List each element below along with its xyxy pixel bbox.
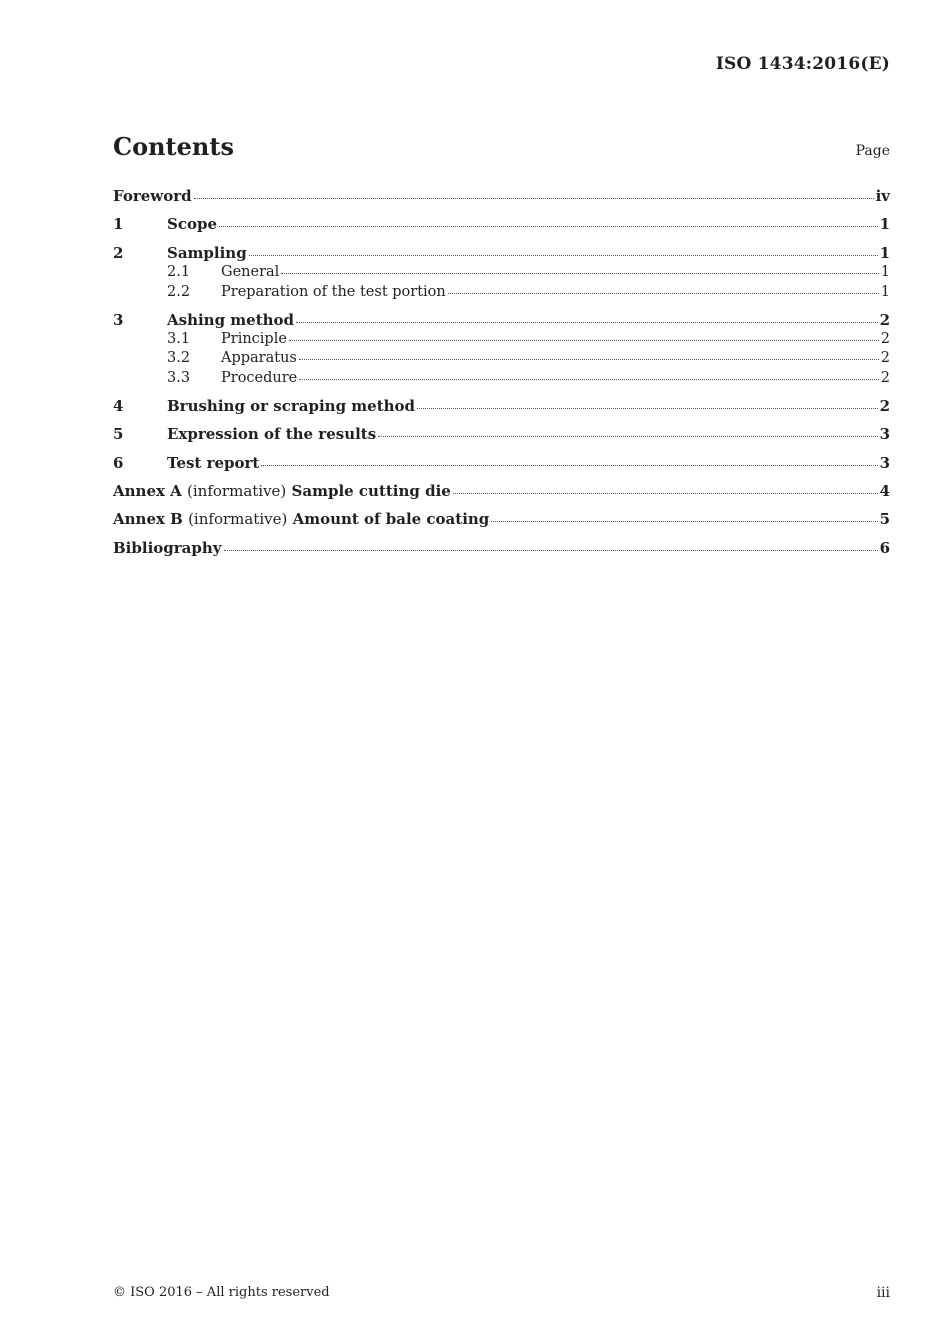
dot-leader <box>491 521 877 522</box>
toc-title: Preparation of the test portion <box>221 284 446 300</box>
dot-leader <box>194 198 874 199</box>
toc-page: 1 <box>880 264 890 280</box>
toc-page: 3 <box>879 425 890 443</box>
toc-page: 6 <box>879 539 890 557</box>
toc-number: 3 <box>113 311 124 329</box>
toc-title: Brushing or scraping method <box>167 397 416 415</box>
toc-title: Apparatus <box>221 350 297 366</box>
toc-entry-procedure[interactable] <box>113 369 890 387</box>
dot-leader <box>296 322 878 323</box>
annex-qualifier: (informative) <box>188 510 288 528</box>
document-id: ISO 1434:2016(E) <box>715 54 890 74</box>
page-column-label: Page <box>855 143 890 159</box>
toc-entry-apparatus[interactable] <box>113 349 890 367</box>
dot-leader <box>448 293 879 294</box>
toc-page: 1 <box>879 215 890 233</box>
dot-leader <box>261 465 877 466</box>
toc-entry-scope[interactable] <box>113 215 890 233</box>
contents-title: Contents <box>113 132 234 161</box>
annex-qualifier: (informative) <box>187 482 287 500</box>
dot-leader <box>417 408 878 409</box>
toc-page: 3 <box>879 454 890 472</box>
toc-title: General <box>221 264 280 280</box>
toc-entry-ashing-method[interactable] <box>113 311 890 329</box>
toc-page: 2 <box>879 397 890 415</box>
annex-title: Amount of bale coating <box>292 510 490 528</box>
toc-title: Scope <box>167 215 218 233</box>
toc-entry-annex-a[interactable] <box>113 482 890 500</box>
toc-number: 3.1 <box>167 331 191 347</box>
toc-number: 2.2 <box>167 284 191 300</box>
dot-leader <box>219 226 878 227</box>
dot-leader <box>299 359 879 360</box>
toc-title: Test report <box>167 454 260 472</box>
annex-label: Annex A <box>113 482 182 500</box>
toc-page: 5 <box>879 510 890 528</box>
toc-number: 1 <box>113 215 124 233</box>
toc-entry-preparation[interactable] <box>113 283 890 301</box>
toc-entry-principle[interactable] <box>113 330 890 348</box>
dot-leader <box>378 436 877 437</box>
toc-page: iv <box>875 187 890 205</box>
toc-number: 4 <box>113 397 124 415</box>
toc-number: 6 <box>113 454 124 472</box>
toc-entry-general[interactable] <box>113 263 890 281</box>
footer-copyright: © ISO 2016 – All rights reserved <box>113 1285 330 1300</box>
toc-page: 2 <box>880 350 890 366</box>
dot-leader <box>249 255 878 256</box>
toc-title: Procedure <box>221 370 298 386</box>
toc-number: 3.2 <box>167 350 191 366</box>
toc-title: Expression of the results <box>167 425 377 443</box>
dot-leader <box>453 493 878 494</box>
toc-number: 5 <box>113 425 124 443</box>
toc-title: Sampling <box>167 244 247 262</box>
toc-entry-bibliography[interactable] <box>113 539 890 557</box>
toc-page: 4 <box>879 482 890 500</box>
toc-title: Ashing method <box>167 311 295 329</box>
dot-leader <box>281 273 878 274</box>
dot-leader <box>299 379 879 380</box>
toc-page: 1 <box>879 244 890 262</box>
toc-entry-sampling[interactable] <box>113 244 890 262</box>
toc-page: 1 <box>880 284 890 300</box>
toc-entry-annex-b[interactable] <box>113 510 890 528</box>
toc-entry-foreword[interactable] <box>113 187 890 205</box>
toc-title: Foreword <box>113 187 192 205</box>
toc-page: 2 <box>880 370 890 386</box>
footer-page-number: iii <box>876 1285 890 1301</box>
toc-page: 2 <box>879 311 890 329</box>
toc-title <box>113 482 451 500</box>
annex-label: Annex B <box>113 510 183 528</box>
dot-leader <box>289 340 879 341</box>
toc-number: 2 <box>113 244 124 262</box>
toc-entry-test-report[interactable] <box>113 454 890 472</box>
toc-title: Principle <box>221 331 287 347</box>
toc-number: 3.3 <box>167 370 191 386</box>
annex-title: Sample cutting die <box>291 482 451 500</box>
toc-title <box>113 510 489 528</box>
toc-page: 2 <box>880 331 890 347</box>
toc-number: 2.1 <box>167 264 191 280</box>
toc-title: Bibliography <box>113 539 222 557</box>
toc-entry-expression-of-results[interactable] <box>113 425 890 443</box>
toc-entry-brushing-method[interactable] <box>113 397 890 415</box>
dot-leader <box>224 550 878 551</box>
